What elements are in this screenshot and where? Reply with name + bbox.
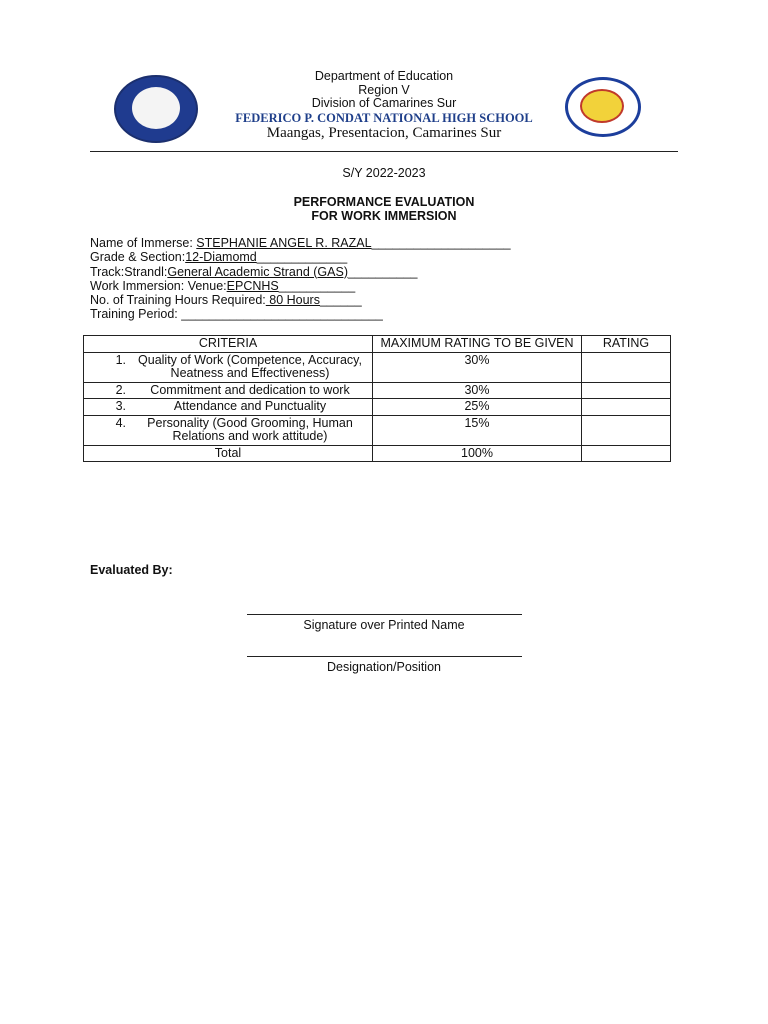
- rating-cell[interactable]: [582, 352, 671, 382]
- table-row: 3. Attendance and Punctuality 25%: [84, 399, 671, 416]
- field-training-period: Training Period: _____________________________: [90, 307, 383, 322]
- max-rating-cell: 30%: [373, 352, 582, 382]
- table-row: 4. Personality (Good Grooming, Human Relations and work attitude) 15%: [84, 415, 671, 445]
- criteria-text: Personality (Good Grooming, Human Relations and work attitude): [147, 415, 353, 443]
- table-row: 2. Commitment and dedication to work 30%: [84, 382, 671, 399]
- field-name: Name of Immerse: STEPHANIE ANGEL R. RAZAL____________________: [90, 236, 511, 250]
- form-title-line1: PERFORMANCE EVALUATION: [293, 195, 475, 209]
- table-row: 1. Quality of Work (Competence, Accuracy, Neatness and Effectiveness) 30%: [84, 352, 671, 382]
- rating-cell[interactable]: [582, 382, 671, 399]
- evaluation-table: [83, 335, 671, 462]
- evaluated-by-label: Evaluated By:: [90, 563, 173, 577]
- header-max-rating: MAXIMUM RATING TO BE GIVEN: [373, 336, 582, 353]
- max-rating-cell: 15%: [373, 415, 582, 445]
- criteria-text: Commitment and dedication to work: [150, 382, 350, 397]
- form-title-line2: FOR WORK IMMERSION: [311, 209, 457, 223]
- designation-line[interactable]: [247, 648, 522, 657]
- header-divider: [90, 151, 678, 152]
- header-rating: RATING: [582, 336, 671, 353]
- school-address: Maangas, Presentacion, Camarines Sur: [266, 124, 502, 141]
- region-name: Region V: [358, 82, 410, 97]
- signature-block: [0, 604, 768, 632]
- field-track-strand: Track:Strandl:General Academic Strand (GAS)__________: [90, 264, 418, 279]
- field-training-hours: No. of Training Hours Required: 80 Hours______: [90, 293, 362, 308]
- department-name: Department of Education: [314, 69, 454, 83]
- table-total-row: [84, 445, 671, 462]
- form-title: [0, 195, 768, 223]
- rating-cell[interactable]: [582, 415, 671, 445]
- criteria-text: Attendance and Punctuality: [173, 399, 327, 413]
- total-value: 100%: [373, 445, 582, 462]
- letterhead: [0, 70, 768, 142]
- school-year: S/Y 2022-2023: [342, 166, 426, 180]
- field-venue: Work Immersion: Venue:EPCNHS___________: [90, 278, 356, 293]
- signature-line[interactable]: [247, 606, 522, 615]
- school-name: FEDERICO P. CONDAT NATIONAL HIGH SCHOOL: [235, 110, 533, 125]
- max-rating-cell: 25%: [373, 399, 582, 416]
- header-criteria: CRITERIA: [84, 336, 373, 353]
- signature-label: Signature over Printed Name: [303, 618, 465, 632]
- field-grade-section: Grade & Section:12-Diamomd_____________: [90, 250, 348, 265]
- division-name: Division of Camarines Sur: [311, 96, 457, 110]
- rating-cell[interactable]: [582, 399, 671, 416]
- max-rating-cell: 30%: [373, 382, 582, 399]
- table-header-row: [84, 336, 671, 353]
- total-label: Total: [84, 445, 373, 462]
- designation-label: Designation/Position: [327, 660, 441, 674]
- designation-block: [0, 646, 768, 674]
- criteria-text: Quality of Work (Competence, Accuracy, Neatness and Effectiveness): [138, 352, 362, 380]
- total-rating-cell[interactable]: [582, 445, 671, 462]
- student-info-fields: [90, 236, 511, 322]
